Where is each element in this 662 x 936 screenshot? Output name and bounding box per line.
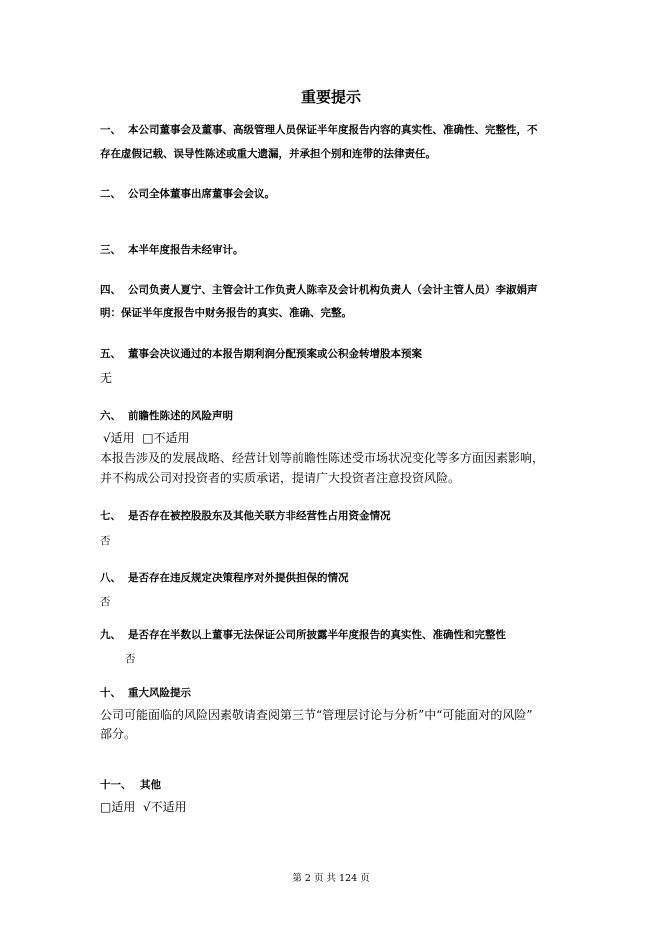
section-11-heading bbox=[100, 777, 161, 792]
section-number: 二、 bbox=[100, 188, 121, 200]
section-text: 董事会决议通过的本报告期利润分配预案或公积金转增股本预案 bbox=[128, 348, 422, 360]
section-9-answer: 否 bbox=[125, 653, 136, 665]
section-text: 本公司董事会及董事、高级管理人员保证半年度报告内容的真实性、准确性、完整性，不 bbox=[128, 124, 538, 136]
section-6-body-line-1: 本报告涉及的发展战略、经营计划等前瞻性陈述受市场状况变化等多方面因素影响， bbox=[100, 451, 545, 465]
section-2-heading bbox=[100, 186, 275, 201]
section-text: 其他 bbox=[140, 779, 161, 791]
section-6-body-line-2: 并不构成公司对投资者的实质承诺，提请广大投资者注意投资风险。 bbox=[100, 471, 461, 485]
section-10-heading bbox=[100, 685, 191, 700]
page-footer: 第 2 页 共 124 页 bbox=[292, 873, 370, 884]
section-text: 前瞻性陈述的风险声明 bbox=[128, 410, 233, 422]
section-4-heading bbox=[100, 282, 538, 297]
section-number: 一、 bbox=[100, 124, 121, 136]
section-number: 十、 bbox=[100, 687, 121, 699]
section-number: 六、 bbox=[100, 410, 121, 422]
section-number: 七、 bbox=[100, 510, 121, 522]
section-number: 四、 bbox=[100, 284, 121, 296]
section-text: 是否存在被控股股东及其他关联方非经营性占用资金情况 bbox=[128, 510, 391, 522]
section-5-heading bbox=[100, 346, 422, 361]
section-1-heading-cont: 存在虚假记载、误导性陈述或重大遗漏，并承担个别和连带的法律责任。 bbox=[100, 148, 436, 160]
section-7-answer: 否 bbox=[100, 535, 111, 547]
section-5-answer: 无 bbox=[100, 371, 113, 385]
section-number: 九、 bbox=[100, 629, 121, 641]
section-number: 十一、 bbox=[100, 779, 132, 791]
section-10-body-line-1: 公司可能面临的风险因素敬请查阅第三节“管理层讨论与分析”中“可能面对的风险” bbox=[100, 708, 533, 722]
section-6-heading bbox=[100, 408, 233, 423]
section-number: 三、 bbox=[100, 244, 121, 256]
section-1-heading bbox=[100, 122, 538, 137]
section-8-answer: 否 bbox=[100, 596, 111, 608]
section-8-heading bbox=[100, 570, 349, 585]
section-11-checkbox: □适用 √不适用 bbox=[100, 800, 187, 814]
section-text: 公司负责人夏宁、主管会计工作负责人陈幸及会计机构负责人（会计主管人员）李淑娟声 bbox=[128, 284, 538, 296]
section-text: 重大风险提示 bbox=[128, 687, 191, 699]
section-text: 公司全体董事出席董事会会议。 bbox=[128, 188, 275, 200]
section-text: 是否存在半数以上董事无法保证公司所披露半年度报告的真实性、准确性和完整性 bbox=[128, 629, 506, 641]
section-9-heading bbox=[100, 627, 506, 642]
section-3-heading bbox=[100, 242, 244, 257]
section-text: 是否存在违反规定决策程序对外提供担保的情况 bbox=[128, 572, 349, 584]
section-number: 八、 bbox=[100, 572, 121, 584]
page-title: 重要提示 bbox=[300, 88, 361, 106]
section-text: 本半年度报告未经审计。 bbox=[128, 244, 244, 256]
section-4-heading-cont: 明：保证半年度报告中财务报告的真实、准确、完整。 bbox=[100, 307, 352, 319]
section-10-body-line-2: 部分。 bbox=[100, 727, 137, 741]
section-number: 五、 bbox=[100, 348, 121, 360]
section-7-heading bbox=[100, 508, 391, 523]
section-6-checkbox: √适用 □不适用 bbox=[103, 431, 190, 445]
